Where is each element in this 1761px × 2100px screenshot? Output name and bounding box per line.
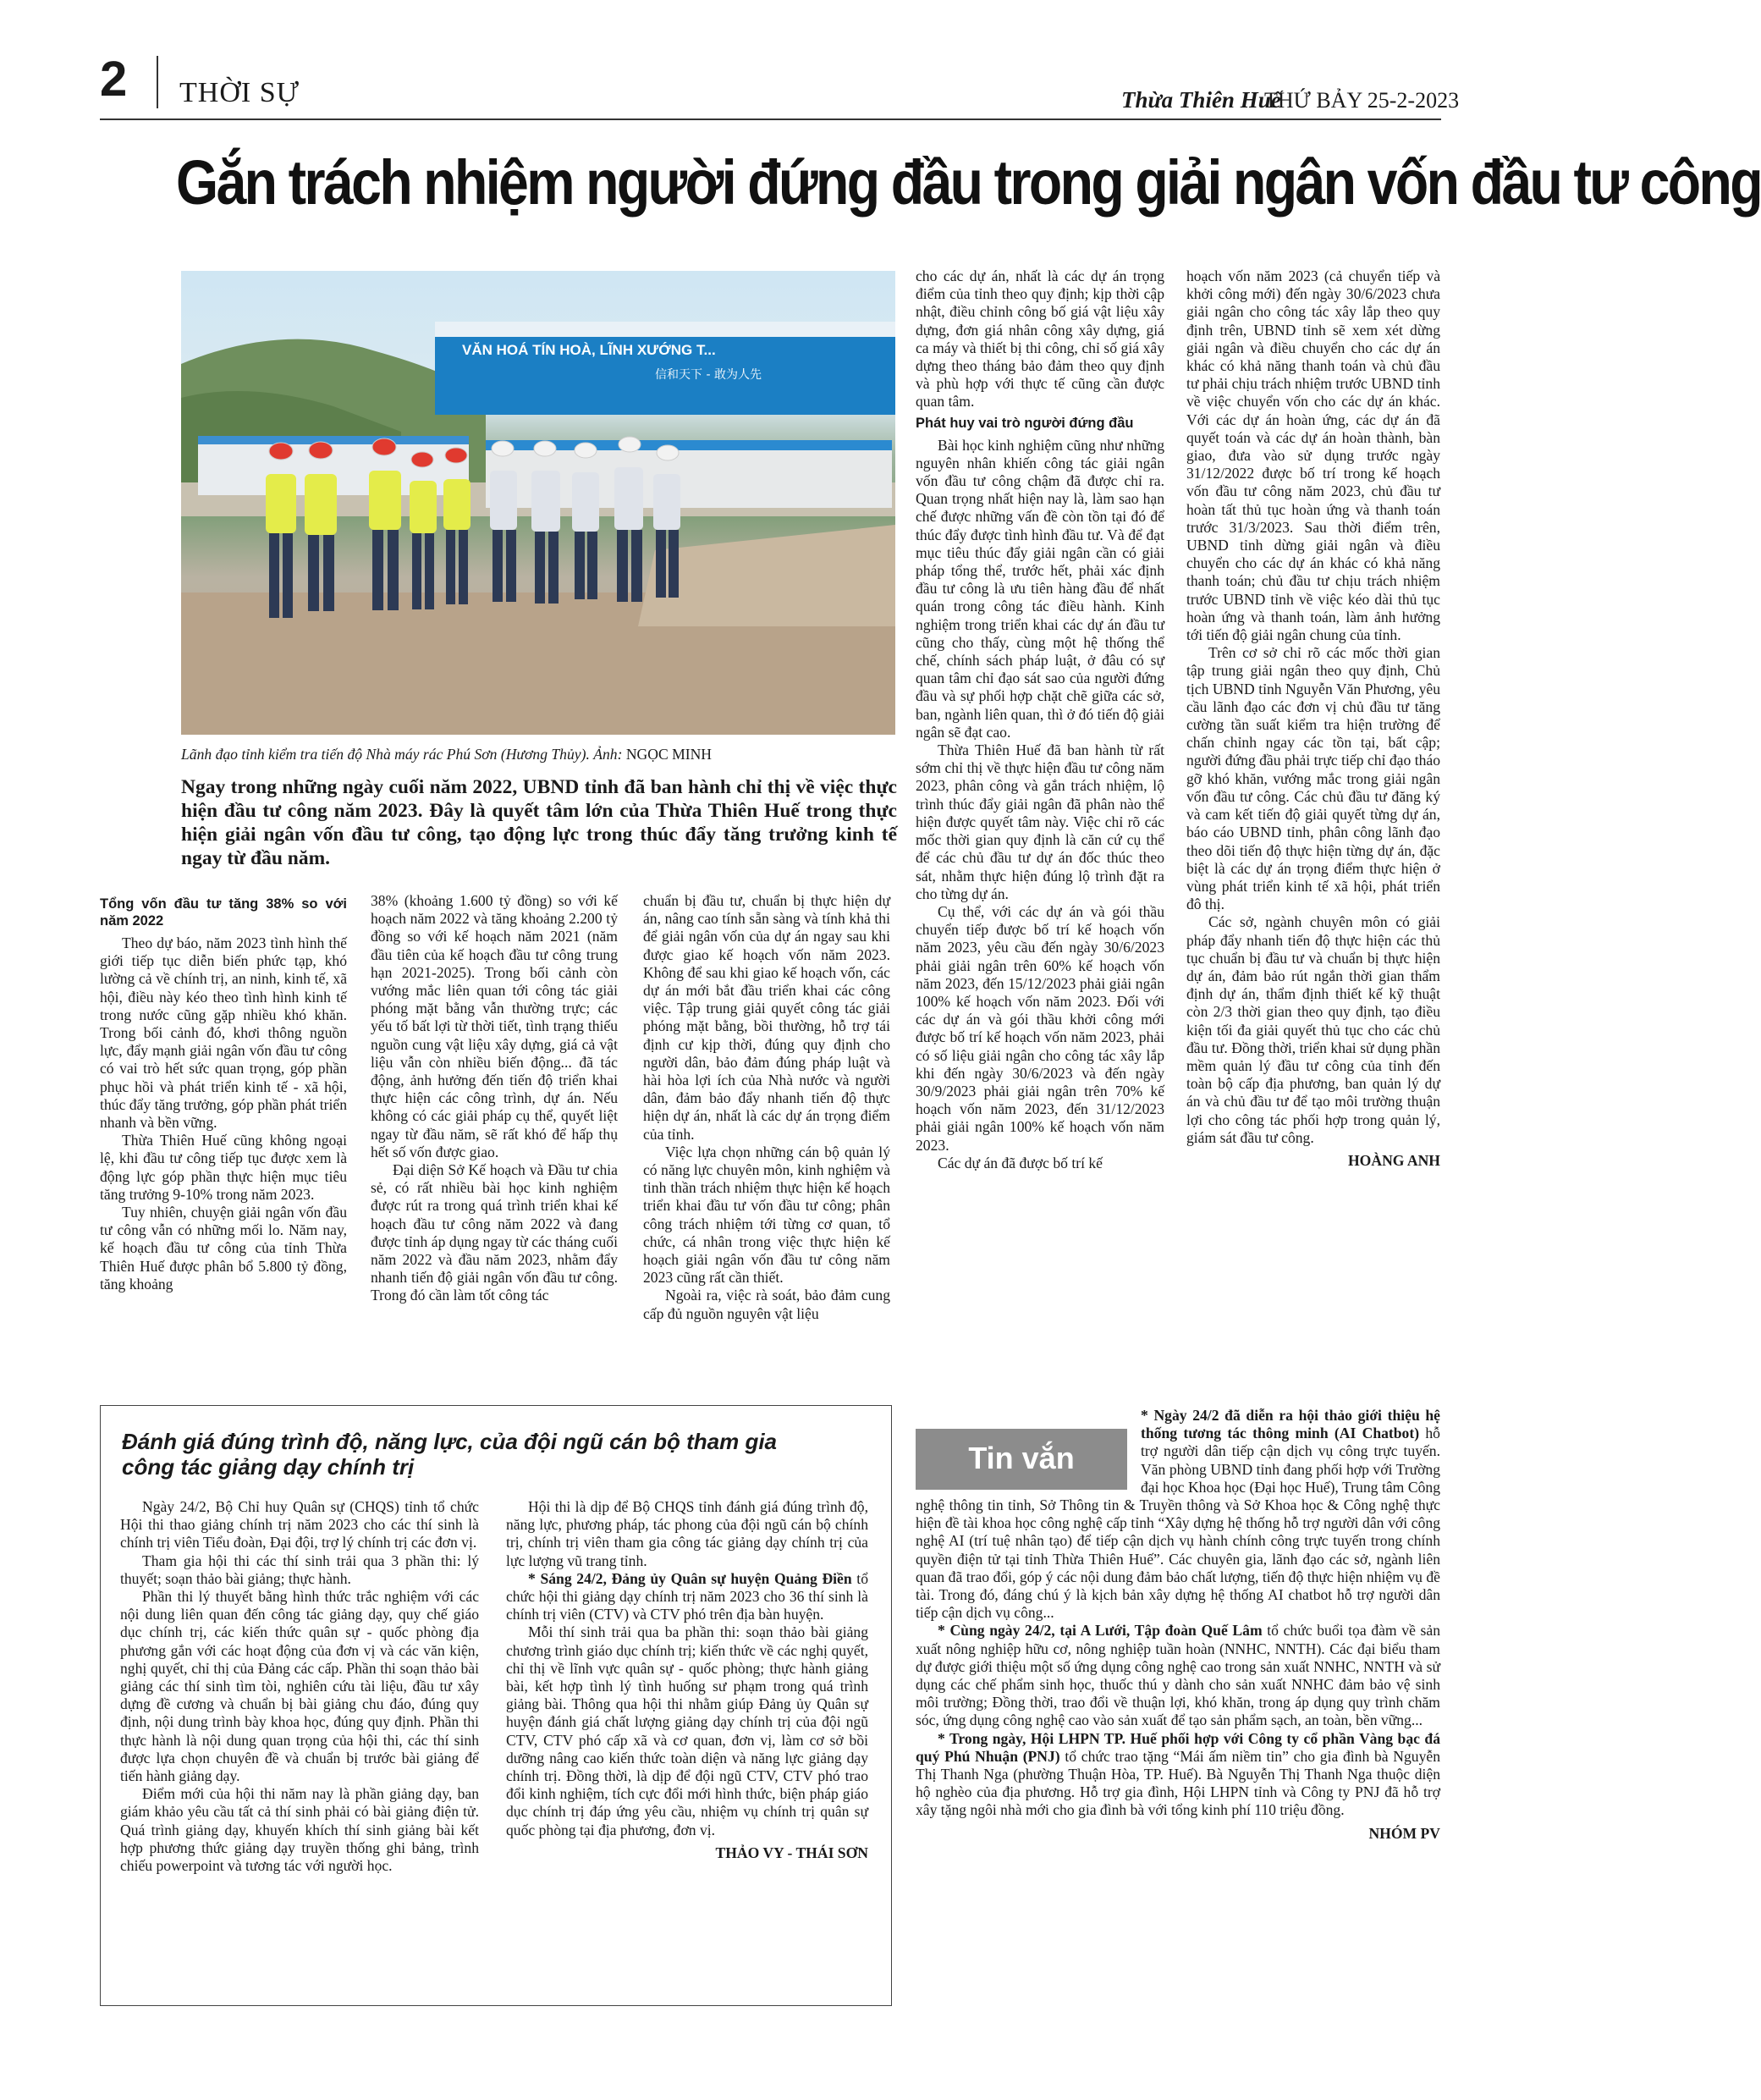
article-col-3: [643, 892, 890, 1323]
paragraph: [506, 1570, 868, 1624]
box-col-2: [506, 1498, 868, 1862]
byline: HOÀNG ANH: [1348, 1151, 1440, 1169]
caption-credit: NGỌC MINH: [625, 746, 713, 763]
paragraph: Các dự án đã được bố trí kế: [938, 1154, 1103, 1171]
paragraph: Cụ thể, với các dự án và gói thầu chuyển tiếp được bố trí kế hoạch vốn năm 2023, yêu cầu đến ngày 30/6/2023 phải giải ngân trên 60% kế hoạch vốn năm 2023, đến 15/12/2023 phải giải ngân 100% kế hoạch vốn năm 2023. Đối với các dự án và gói thầu khởi công mới được bố trí kế hoạch vốn năm 2023, phải có số liệu giải ngân cho công tác xây lắp khi đến ngày 30/6/2023 và đến ngày 30/9/2023 phải giải ngân trên 70% kế hoạch vốn năm 2023, đến 31/12/2023 phải giải ngân 100% kế hoạch vốn năm 2023.: [916, 902, 1164, 1154]
brief-column: [916, 1407, 1440, 1843]
article-col-1: [100, 892, 347, 1293]
photo-sign-subtext: 信和天下 - 敢为人先: [655, 368, 762, 382]
header-divider: [157, 56, 158, 108]
paragraph: Việc lựa chọn những cán bộ quản lý có năng lực chuyên môn, kinh nghiệm và tinh thần trách nhiệm thực hiện kế hoạch triển khai đầu tư vốn đầu tư công; phân công trách nhiệm tới từng cơ quan, tổ chức, cá nhân trong việc thực hiện kế hoạch giải ngân vốn đầu tư công năm 2023 cũng rất cần thiết.: [643, 1143, 890, 1287]
issue-date: THỨ BẢY 25-2-2023: [1264, 88, 1460, 113]
caption-text: Lãnh đạo tỉnh kiểm tra tiến độ Nhà máy rác Phú Sơn (Hương Thủy). Ảnh:: [181, 746, 626, 763]
paragraph: Các sở, ngành chuyên môn có giải pháp đẩy nhanh tiến độ thực hiện các thủ tục chuẩn bị đầu tư và chuẩn bị thực hiện dự án, đảm bảo rút ngắn thời gian thẩm định dự án, thẩm định thiết kế kỹ thuật còn 2/3 thời gian theo quy định, tạo điều kiện tối đa giải quyết thủ tục cho các chủ đầu tư. Đồng thời, triển khai sử dụng phần mềm quản lý đầu tư công của tỉnh đến toàn bộ cấp địa phương, ban quản lý dự án và chủ đầu tư để tạo môi trường thuận lợi cho công tác phối hợp trong quản lý, giám sát đầu tư công.: [1186, 913, 1440, 1146]
article-col-5: [1186, 267, 1440, 1170]
paragraph: Thừa Thiên Huế đã ban hành từ rất sớm chỉ thị về thực hiện đầu tư công năm 2023, phân công và gắn trách nhiệm, lộ trình thúc đẩy giải ngân đã phân nào thể hiện được quyết tâm này. Việc chỉ rõ các mốc thời gian quy định là căn cứ cụ thể để các chủ đầu tư dự án đốc thúc theo sát, nhằm thực hiện đúng lộ trình đặt ra cho từng dự án.: [916, 741, 1164, 902]
paragraph: Điểm mới của hội thi năm nay là phần giảng dạy, ban giám khảo yêu cầu tất cả thí sinh phải có bài giảng điện tử. Quá trình giảng dạy, khuyến khích thí sinh giảng bài kết hợp phương thức giảng dạy truyền thống ghi bảng, trình chiếu powerpoint và tương tác với người học.: [120, 1785, 479, 1875]
page-header: [0, 0, 1525, 119]
lead-photo: [181, 271, 895, 735]
paragraph: Tham gia hội thi các thí sinh trải qua 3 phần thi: lý thuyết; soạn thảo bài giảng; thực hành.: [120, 1552, 479, 1587]
paragraph: chuẩn bị đầu tư, chuẩn bị thực hiện dự án, nâng cao tính sẵn sàng và tính khả thi để giải ngân vốn của dự án ngay sau khi được giao kế hoạch vốn năm 2023. Không để sau khi giao kế hoạch vốn, các dự án mới bắt đầu triển khai các công việc. Tập trung giải quyết công tác giải phóng mặt bằng, bồi thường, hỗ trợ tái định cư kịp thời, đúng quy định cho người dân, bảo đảm đúng pháp luật và hài hòa lợi ích của Nhà nước và người dân, đảm bảo đẩy nhanh tiến độ thực hiện dự án, nhất là các dự án trọng điểm của tỉnh.: [643, 892, 890, 1143]
brief-byline: NHÓM PV: [1368, 1824, 1440, 1842]
paragraph: Bài học kinh nghiệm cũng như những nguyên nhân khiến công tác giải ngân vốn đầu tư công chậm đã được chỉ ra. Quan trọng nhất hiện nay là, làm sao hạn chế được những vấn đề còn tồn tại đó để thúc đẩy được tình hình đầu tư. Và để đạt mục tiêu thúc đẩy giải ngân cần có giải pháp tổng thể, trước hết, phải xác định đầu tư công là ưu tiên hàng đầu để nhất quán trong công tác điều hành. Kinh nghiệm trong triển khai các dự án đầu tư cũng cho thấy, cùng một hệ thống thể chế, chính sách pháp luật, ở đâu có sự quan tâm chỉ đạo sát sao của người đứng đầu và sự phối hợp chặt chẽ giữa các sở, ban, ngành liên quan, thì ở đó tiến độ giải ngân sẽ đạt cao.: [916, 436, 1164, 741]
float-spacer: [916, 1407, 1141, 1491]
article-col-2: [371, 892, 618, 1305]
paragraph: hoạch vốn năm 2023 (cả chuyển tiếp và khởi công mới) đến ngày 30/6/2023 chưa giải ngân cho công tác xây lắp theo quy định trên, UBND tỉnh sẽ xem xét dừng giải ngân và điều chuyển cho các dự án khác có khả năng thanh toán và chủ đầu tư phải chịu trách nhiệm trước UBND tỉnh về việc chuyển vốn cho các dự án khác. Với các dự án hoàn ứng, các dự án đã quyết toán và các dự án hoàn thành, bàn giao, đưa vào sử dụng trước ngày 31/12/2022 được bố trí trong kế hoạch vốn đầu tư công năm 2023, chủ đầu tư hoàn tất thủ tục hoàn ứng và thanh toán trước 31/3/2023. Sau thời điểm trên, UBND tỉnh dừng giải ngân và điều chuyển cho các dự án khác có khả năng thanh toán; chủ đầu tư chịu trách nhiệm trước UBND tỉnh về việc kéo dài thủ tục hoàn ứng và thanh toán, làm ảnh hưởng tới tiến độ giải ngân chung của tỉnh.: [1186, 267, 1440, 644]
photo-scene: [181, 271, 895, 735]
brief-item: [916, 1407, 1440, 1622]
brief-item: [916, 1730, 1440, 1820]
lead-bold: * Trong ngày, Hội LHPN TP. Huế phối hợp với Công ty cổ phần Vàng bạc đá quý Phú Nhuận (PNJ): [916, 1729, 1440, 1765]
paragraph: Mỗi thí sinh trải qua ba phần thi: soạn thảo bài giảng chương trình giáo dục chính trị; kiến thức về các nghị quyết, chỉ thị về lĩnh vực quân sự - quốc phòng; thực hành giảng bài, kết hợp tình lý tình huống sư phạm trong quá trình giảng bài. Thông qua hội thi nhằm giúp Đảng ủy Quân sự huyện đánh giá chất lượng giảng dạy chính trị của đội ngũ CTV, CTV phó cấp xã và cơ quan, đơn vị, làm cơ sở bồi dưỡng nâng cao kiến thức toàn diện và năng lực giảng dạy chính trị. Đồng thời, là dịp để đội ngũ CTV, CTV phó trao đổi kinh nghiệm, tích cực đổi mới hình thức, biện pháp giáo dục chính trị đáp ứng yêu cầu, nhiệm vụ chính trị quân sự quốc phòng tại địa phương, đơn vị.: [506, 1623, 868, 1838]
paragraph: Ngoài ra, việc rà soát, bảo đảm cung cấp đủ nguồn nguyên vật liệu: [643, 1287, 890, 1322]
box-byline: THẢO VY - THÁI SƠN: [715, 1844, 868, 1861]
paragraph: Theo dự báo, năm 2023 tình hình thế giới tiếp tục diễn biến phức tạp, khó lường cả về chính trị, an ninh, kinh tế, xã hội, điều này kéo theo tình hình kinh tế trong nước cũng gặp nhiều khó khăn. Trong bối cảnh đó, khơi thông nguồn lực, đẩy mạnh giải ngân vốn đầu tư công có vai trò hết sức quan trọng, góp phần phục hồi và phát triển kinh tế - xã hội, thúc đẩy tăng trưởng, góp phần phát triển nhanh và bền vững.: [100, 934, 347, 1132]
paragraph: Hội thi là dịp để Bộ CHQS tỉnh đánh giá đúng trình độ, năng lực, phương pháp, tác phong của đội ngũ cán bộ chính trị, chính trị viên tham gia công tác giảng dạy chính trị của lực lượng vũ trang tỉnh.: [506, 1498, 868, 1569]
headline: Gắn trách nhiệm người đứng đầu trong giải ngân vốn đầu tư công: [176, 147, 1761, 218]
paragraph: Thừa Thiên Huế cũng không ngoại lệ, khi đầu tư công tiếp tục được xem là động lực góp phần thực hiện mục tiêu tăng trưởng 9-10% trong năm 2023.: [100, 1132, 347, 1203]
lead-bold: * Sáng 24/2, Đảng ủy Quân sự huyện Quảng Điền: [528, 1569, 852, 1587]
box-title: Đánh giá đúng trình độ, năng lực, của đội ngũ cán bộ tham gia công tác giảng dạy chính trị: [122, 1429, 778, 1480]
page-number: 2: [100, 52, 128, 107]
paragraph: Trên cơ sở chỉ rõ các mốc thời gian tập trung giải ngân theo quy định, Chủ tịch UBND tỉnh Nguyễn Văn Phương, yêu cầu lãnh đạo các đơn vị chủ đầu tư tăng cường tần suất kiểm tra hiện trường để chấn chỉnh ngay các tồn tại, bất cập; người đứng đầu phải trực tiếp chỉ đạo tháo gỡ khó khăn, vướng mắc trong giải ngân vốn đầu tư công. Các chủ đầu tư đăng ký và cam kết tiến độ giải quyết từng dự án, báo cáo UBND tỉnh, phân công lãnh đạo theo dõi tiến độ thực hiện từng dự án, đặc biệt là các dự án trọng điểm thực hiện ở vùng phát triển kinh tế xã hội, phát triển đô thị.: [1186, 644, 1440, 913]
paragraph: Ngày 24/2, Bộ Chỉ huy Quân sự (CHQS) tỉnh tổ chức Hội thi thao giảng chính trị năm 2023 cho các thí sinh là chính trị viên Tiểu đoàn, Đại đội, trợ lý chính trị các đơn vị.: [120, 1498, 479, 1552]
header-rule: [100, 119, 1441, 120]
lead-bold: * Cùng ngày 24/2, tại A Lưới, Tập đoàn Quế Lâm: [938, 1622, 1263, 1640]
box-col-1: [120, 1498, 479, 1875]
lead-rest: tổ chức trao tặng “Mái ấm niềm tin” cho gia đình bà Nguyễn Thị Thanh Nga (phường Thuận Hòa, TP. Huế). Bà Nguyễn Thị Thanh Nga thuộc diện hộ nghèo của địa phương. Hỗ trợ gia đình, Hội LHPN tỉnh và Công ty PNJ đã hỗ trợ xây tặng ngôi nhà mới cho gia đình bà với tổng kinh phí 110 triệu đồng.: [916, 1747, 1440, 1819]
paragraph: Tuy nhiên, chuyện giải ngân vốn đầu tư công vẫn có những mối lo. Năm nay, kế hoạch đầu tư công của tỉnh Thừa Thiên Huế được phân bổ 5.800 tỷ đồng, tăng khoảng: [100, 1204, 347, 1293]
subhead-2: Phát huy vai trò người đứng đầu: [916, 415, 1134, 431]
brief-item: [916, 1622, 1440, 1729]
lead-rest: tổ chức buổi tọa đàm về sản xuất nông nghiệp hữu cơ, nông nghiệp tuần hoàn (NNHC, NNTH). Các đại biểu tham dự được giới thiệu một số ứng dụng công nghệ cao trong sản xuất NNHC, NNTH và sử dụng các chế phẩm sinh học, thuốc thú y dành cho sản xuất NNHC đảm bảo vệ sinh môi trường; Đồng thời, trao đổi về thuận lợi, khó khăn, trong áp dụng quy trình chăm sóc, ứng dụng công nghệ cao vào sản xuất để tạo sản phẩm sạch, an toàn, bền vững...: [916, 1622, 1441, 1729]
photo-sign-text: VĂN HOÁ TÍN HOÀ, LĨNH XƯỚNG T...: [462, 342, 716, 358]
lead-rest: hỗ trợ người dân tiếp cận dịch vụ công trực tuyến. Văn phòng UBND tỉnh đang phối hợp với Trường đại học Khoa học (Đại học Huế), Trung tâm Công nghệ thông tin tỉnh, Sở Thông tin & Truyền thông và Sở Khoa học & Công nghệ thực hiện đề tài khoa học công nghệ cấp tỉnh “Xây dựng hệ thống hỗ trợ người dân với công nghệ AI (trí tuệ nhân tạo) để tiếp cận dịch vụ hành chính công trực tuyến trong chính quyền điện tử tại tỉnh Thừa Thiên Huế”. Các chuyên gia, lãnh đạo các sở, ngành liên quan đã trao đổi, góp ý các nội dung đảm bảo chất lượng, tiến độ thực hiện nhiệm vụ đề tài. Trong đó, đáng chú ý là kịch bản xây dựng hệ thống AI chatbot hỗ trợ người dân tiếp cận dịch vụ công...: [916, 1425, 1440, 1622]
sapo: Ngay trong những ngày cuối năm 2022, UBND tỉnh đã ban hành chỉ thị về việc thực hiện đầu tư công năm 2023. Đây là quyết tâm lớn của Thừa Thiên Huế trong thực hiện giải ngân vốn đầu tư công, tạo động lực trong thúc đẩy tăng trưởng kinh tế ngay từ đầu năm.: [181, 776, 897, 869]
brief-label: Tin vắn: [968, 1441, 1075, 1475]
subhead-1: Tổng vốn đầu tư tăng 38% so với năm 2022: [100, 896, 347, 929]
paragraph: Phần thi lý thuyết bằng hình thức trắc nghiệm với các nội dung liên quan đến công tác giảng dạy, quy chế giáo dục chính trị, các kiến thức quân sự - quốc phòng địa phương gắn với các hoạt động của đơn vị và các văn kiện, nghị quyết, chỉ thị của Đảng các cấp. Phần thi soạn thảo bài giảng các thí sinh tìm tòi, nghiên cứu tài liệu, đầu tư xây dựng đề cương và chuẩn bị bài giảng chu đáo, đúng quy định, nội dung trình bày khoa học, đúng quy định. Phần thi thực hành là nội dung quan trọng của hội thi, các thí sinh được lựa chọn chuyên đề và chuẩn bị trước bài giảng để tiến hành giảng dạy.: [120, 1588, 479, 1785]
article-col-4: [916, 267, 1164, 1172]
lead-rest: tổ chức hội thi giảng dạy chính trị năm 2023 cho 36 thí sinh là chính trị viên (CTV) và CTV phó trên địa bàn huyện.: [506, 1569, 868, 1623]
photo-caption: [181, 745, 909, 763]
paragraph: cho các dự án, nhất là các dự án trọng điểm của tỉnh theo quy định; kịp thời cập nhật, điều chỉnh công bố giá vật liệu xây dựng, đơn giá nhân công xây dựng, giá ca máy và thiết bị thi công, chỉ số giá xây dựng theo tháng bảo đảm theo quy định và phù hợp với thực tế cũng cần được quan tâm.: [916, 267, 1164, 411]
paragraph: 38% (khoảng 1.600 tỷ đồng) so với kế hoạch năm 2022 và tăng khoảng 2.200 tỷ đồng so với kế hoạch năm 2021 (năm đầu tiên của kế hoạch đầu tư công trung hạn 2021-2025). Trong bối cảnh còn vướng mắc liên quan tới công tác giải phóng mặt bằng vẫn thường trực; các yếu tố bất lợi từ thời tiết, tình trạng thiếu nguồn cung vật liệu xây dựng, giá cả vật liệu vẫn còn nhiều biến động... đã tác động, ảnh hưởng đến tiến độ triển khai thực hiện các công trình, dự án. Nếu không có các giải pháp cụ thể, quyết liệt ngay từ đầu năm, sẽ rất khó để hấp thụ hết số vốn được giao.: [371, 892, 618, 1160]
section-name: THỜI SỰ: [179, 77, 300, 108]
paragraph: Đại diện Sở Kế hoạch và Đầu tư chia sẻ, có rất nhiều bài học kinh nghiệm được rút ra trong quá trình triển khai kế hoạch đầu tư công năm 2022 và đang được tỉnh áp dụng ngay từ các tháng cuối năm 2022 và đầu năm 2023, nhằm đẩy nhanh tiến độ giải ngân vốn đầu tư công. Trong đó cần làm tốt công tác: [371, 1161, 618, 1304]
paper-name: Thừa Thiên Huế: [1121, 87, 1281, 113]
lead-bold: * Ngày 24/2 đã diễn ra hội thảo giới thiệu hệ thống tương tác thông minh (AI Chatbot): [1141, 1407, 1440, 1442]
